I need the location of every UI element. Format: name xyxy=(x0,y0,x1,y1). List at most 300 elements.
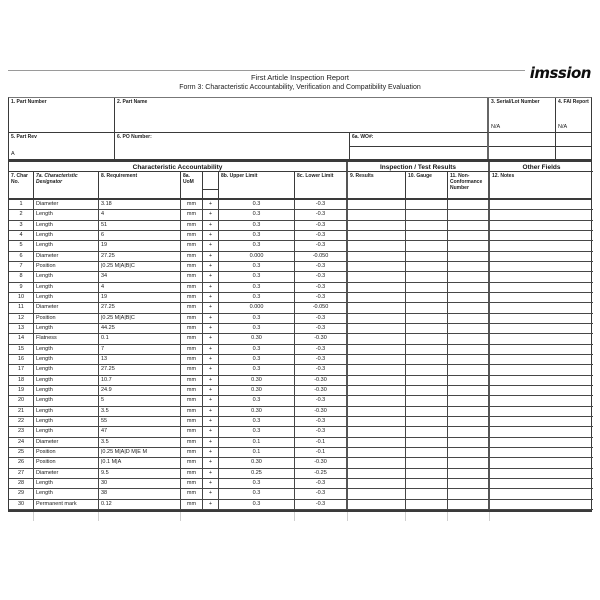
table-cell: 7 xyxy=(99,345,181,355)
table-cell xyxy=(448,448,490,458)
table-cell: Length xyxy=(34,272,99,282)
table-cell: + xyxy=(203,376,219,386)
table-cell: 38 xyxy=(99,489,181,499)
table-cell xyxy=(490,303,593,313)
table-cell xyxy=(490,210,593,220)
table-cell: + xyxy=(203,262,219,272)
table-cell xyxy=(348,262,406,272)
table-cell: + xyxy=(203,293,219,303)
table-cell xyxy=(448,376,490,386)
table-cell: -0.25 xyxy=(295,469,348,479)
table-cell: 0.3 xyxy=(219,396,295,406)
stub-line xyxy=(347,512,348,521)
table-cell: -0.3 xyxy=(295,200,348,210)
table-cell: + xyxy=(203,417,219,427)
table-cell: mm xyxy=(181,345,203,355)
table-cell: -0.30 xyxy=(295,376,348,386)
stub-line xyxy=(405,512,406,521)
table-cell xyxy=(448,241,490,251)
wo-subcell-divider xyxy=(350,146,487,147)
table-cell: 13 xyxy=(9,324,34,334)
table-cell xyxy=(406,479,448,489)
header-field-block xyxy=(8,97,592,160)
table-cell: + xyxy=(203,231,219,241)
stub-line xyxy=(98,512,99,521)
empty-cell-divider-a xyxy=(489,146,555,147)
table-cell xyxy=(406,448,448,458)
table-cell: mm xyxy=(181,221,203,231)
table-cell xyxy=(348,200,406,210)
table-cell: 3.5 xyxy=(99,407,181,417)
table-cell xyxy=(406,438,448,448)
table-cell: 25 xyxy=(9,448,34,458)
table-cell xyxy=(448,303,490,313)
col-tolerance-sign xyxy=(203,172,219,198)
table-cell xyxy=(448,314,490,324)
table-cell: + xyxy=(203,479,219,489)
table-cell xyxy=(448,272,490,282)
table-cell xyxy=(348,283,406,293)
table-cell xyxy=(348,303,406,313)
table-cell: 4 xyxy=(9,231,34,241)
table-cell xyxy=(448,396,490,406)
table-cell: -0.3 xyxy=(295,283,348,293)
table-cell: 4 xyxy=(99,210,181,220)
table-cell: Diameter xyxy=(34,469,99,479)
table-cell: 0.3 xyxy=(219,324,295,334)
table-cell: + xyxy=(203,210,219,220)
table-cell: Position xyxy=(34,448,99,458)
table-cell xyxy=(348,396,406,406)
table-cell: Length xyxy=(34,324,99,334)
table-cell: 0.3 xyxy=(219,293,295,303)
table-cell: -0.3 xyxy=(295,293,348,303)
col-designator: 7a. Characteristic Designator xyxy=(34,172,99,198)
table-cell: mm xyxy=(181,241,203,251)
col-uom: 8a. UoM xyxy=(181,172,203,198)
table-cell: Length xyxy=(34,241,99,251)
table-cell xyxy=(348,272,406,282)
form3-document xyxy=(8,64,592,522)
table-cell: Length xyxy=(34,386,99,396)
table-cell xyxy=(406,283,448,293)
table-cell: Length xyxy=(34,407,99,417)
table-cell xyxy=(406,365,448,375)
table-cell xyxy=(406,458,448,468)
fai-report-value: N/A xyxy=(558,124,568,130)
table-cell: 28 xyxy=(9,479,34,489)
table-cell xyxy=(448,458,490,468)
table-cell: Length xyxy=(34,283,99,293)
table-cell xyxy=(490,200,593,210)
table-cell xyxy=(448,324,490,334)
table-cell: 0.25 xyxy=(219,469,295,479)
table-cell: |0.25 M|A|B|C xyxy=(99,262,181,272)
table-cell: 0.3 xyxy=(219,479,295,489)
table-cell xyxy=(348,365,406,375)
table-cell: 0.3 xyxy=(219,231,295,241)
table-cell: Length xyxy=(34,376,99,386)
wo-number-label: 6a. WO#: xyxy=(352,134,374,140)
table-cell: + xyxy=(203,200,219,210)
table-cell: Length xyxy=(34,365,99,375)
table-cell xyxy=(406,376,448,386)
column-header-row xyxy=(8,172,592,200)
table-cell xyxy=(348,427,406,437)
table-cell xyxy=(348,407,406,417)
header-empty-cell-a xyxy=(489,133,556,159)
table-cell xyxy=(448,479,490,489)
table-cell: -0.3 xyxy=(295,396,348,406)
table-cell: Length xyxy=(34,479,99,489)
table-cell: 20 xyxy=(9,396,34,406)
table-cell: -0.3 xyxy=(295,241,348,251)
table-cell: 9.5 xyxy=(99,469,181,479)
table-cell: 5 xyxy=(99,396,181,406)
wo-number-field xyxy=(350,133,489,159)
table-cell: 15 xyxy=(9,345,34,355)
table-cell xyxy=(490,427,593,437)
table-cell: Position xyxy=(34,314,99,324)
table-cell: 0.1 xyxy=(99,334,181,344)
table-cell: Diameter xyxy=(34,252,99,262)
table-cell: + xyxy=(203,314,219,324)
table-cell: 10.7 xyxy=(99,376,181,386)
table-cell xyxy=(348,314,406,324)
table-cell: + xyxy=(203,365,219,375)
table-cell: 17 xyxy=(9,365,34,375)
col-results: 9. Results xyxy=(348,172,406,198)
table-cell xyxy=(448,500,490,510)
table-cell: -0.3 xyxy=(295,262,348,272)
table-cell: 27.25 xyxy=(99,365,181,375)
table-cell: mm xyxy=(181,500,203,510)
table-cell: Diameter xyxy=(34,303,99,313)
table-cell: 26 xyxy=(9,458,34,468)
table-cell: 1 xyxy=(9,200,34,210)
table-cell: -0.3 xyxy=(295,417,348,427)
table-cell: mm xyxy=(181,479,203,489)
table-cell: 23 xyxy=(9,427,34,437)
table-cell: -0.3 xyxy=(295,427,348,437)
table-cell xyxy=(406,241,448,251)
serial-lot-value: N/A xyxy=(491,124,501,130)
table-cell xyxy=(490,365,593,375)
table-cell: 27.25 xyxy=(99,252,181,262)
col-gauge: 10. Gauge xyxy=(406,172,448,198)
section-other-fields: Other Fields xyxy=(490,162,593,172)
section-characteristic-accountability: Characteristic Accountability xyxy=(9,162,348,172)
table-cell: 0.3 xyxy=(219,345,295,355)
table-cell: Length xyxy=(34,345,99,355)
table-cell xyxy=(348,376,406,386)
table-cell: Length xyxy=(34,355,99,365)
table-cell xyxy=(348,324,406,334)
table-cell: -0.3 xyxy=(295,365,348,375)
table-cell xyxy=(448,334,490,344)
table-cell: Length xyxy=(34,396,99,406)
table-cell: 0.3 xyxy=(219,272,295,282)
table-cell xyxy=(448,283,490,293)
table-cell: 0.3 xyxy=(219,221,295,231)
table-cell: Diameter xyxy=(34,200,99,210)
table-cell xyxy=(490,324,593,334)
table-cell: 29 xyxy=(9,489,34,499)
table-cell: mm xyxy=(181,252,203,262)
table-cell: 0.3 xyxy=(219,314,295,324)
table-cell: 0.3 xyxy=(219,365,295,375)
table-cell: + xyxy=(203,324,219,334)
table-cell xyxy=(348,241,406,251)
table-cell xyxy=(348,417,406,427)
table-cell: 24 xyxy=(9,438,34,448)
table-cell: mm xyxy=(181,407,203,417)
table-cell: 0.3 xyxy=(219,262,295,272)
table-cell: 0.3 xyxy=(219,417,295,427)
table-cell: + xyxy=(203,345,219,355)
table-cell xyxy=(406,355,448,365)
table-cell xyxy=(406,489,448,499)
table-cell: 19 xyxy=(99,241,181,251)
table-cell xyxy=(490,293,593,303)
table-cell: 22 xyxy=(9,417,34,427)
table-cell: 47 xyxy=(99,427,181,437)
table-cell: 51 xyxy=(99,221,181,231)
table-cell: mm xyxy=(181,489,203,499)
table-cell xyxy=(348,500,406,510)
characteristic-table-body xyxy=(8,200,592,512)
table-bottom-stubs xyxy=(8,512,592,522)
table-cell: + xyxy=(203,283,219,293)
report-title: First Article Inspection Report xyxy=(251,73,349,82)
table-cell: 2 xyxy=(9,210,34,220)
table-cell xyxy=(348,355,406,365)
stub-line xyxy=(294,512,295,521)
col-lower-limit: 8c. Lower Limit xyxy=(295,172,348,198)
table-cell: + xyxy=(203,241,219,251)
table-cell: -0.3 xyxy=(295,324,348,334)
stub-line xyxy=(489,512,490,521)
table-cell: 27.25 xyxy=(99,303,181,313)
table-cell xyxy=(448,221,490,231)
table-cell: 0.30 xyxy=(219,458,295,468)
table-cell: -0.1 xyxy=(295,448,348,458)
table-cell: mm xyxy=(181,283,203,293)
table-cell xyxy=(348,252,406,262)
table-cell xyxy=(490,345,593,355)
table-cell xyxy=(490,231,593,241)
table-cell xyxy=(490,334,593,344)
table-cell: mm xyxy=(181,334,203,344)
table-cell: 13 xyxy=(99,355,181,365)
fai-report-field xyxy=(556,98,591,133)
table-cell: -0.3 xyxy=(295,314,348,324)
table-cell: -0.3 xyxy=(295,231,348,241)
table-cell xyxy=(490,314,593,324)
table-cell: + xyxy=(203,272,219,282)
table-cell: 6 xyxy=(9,252,34,262)
table-cell: 16 xyxy=(9,355,34,365)
table-cell: -0.3 xyxy=(295,221,348,231)
table-cell: Permanent mark xyxy=(34,500,99,510)
table-cell: mm xyxy=(181,262,203,272)
table-cell xyxy=(490,241,593,251)
table-cell: mm xyxy=(181,293,203,303)
table-cell: 3.18 xyxy=(99,200,181,210)
table-cell xyxy=(490,448,593,458)
table-cell: 19 xyxy=(99,293,181,303)
table-cell xyxy=(448,231,490,241)
section-inspection-test-results: Inspection / Test Results xyxy=(348,162,490,172)
table-cell xyxy=(348,479,406,489)
form3-subtitle: Form 3: Characteristic Accountability, Verification and Compatibility Evaluation xyxy=(179,84,421,91)
table-cell: + xyxy=(203,407,219,417)
table-cell: Position xyxy=(34,262,99,272)
stub-line xyxy=(180,512,181,521)
table-cell: 0.3 xyxy=(219,355,295,365)
table-cell: mm xyxy=(181,210,203,220)
table-cell xyxy=(348,345,406,355)
table-cell xyxy=(406,314,448,324)
table-cell xyxy=(448,438,490,448)
table-cell xyxy=(448,355,490,365)
table-cell: + xyxy=(203,252,219,262)
table-cell: mm xyxy=(181,417,203,427)
po-number-field xyxy=(115,133,350,159)
header-row-2 xyxy=(9,133,591,159)
serial-lot-field xyxy=(489,98,556,133)
table-cell: mm xyxy=(181,365,203,375)
table-cell: 30 xyxy=(99,479,181,489)
table-cell: 0.1 xyxy=(219,438,295,448)
table-cell: + xyxy=(203,221,219,231)
table-cell: 0.3 xyxy=(219,500,295,510)
table-cell: + xyxy=(203,489,219,499)
table-cell: 0.1 xyxy=(219,448,295,458)
table-cell xyxy=(448,210,490,220)
table-cell: 27 xyxy=(9,469,34,479)
col-requirement: 8. Requirement xyxy=(99,172,181,198)
table-cell xyxy=(348,231,406,241)
table-cell: 9 xyxy=(9,283,34,293)
table-cell: -0.30 xyxy=(295,386,348,396)
table-cell: -0.3 xyxy=(295,489,348,499)
table-cell: -0.30 xyxy=(295,407,348,417)
table-cell xyxy=(348,469,406,479)
table-cell: + xyxy=(203,396,219,406)
part-name-label: 2. Part Name xyxy=(117,99,148,105)
part-rev-label: 5. Part Rev xyxy=(11,134,37,140)
table-cell: Length xyxy=(34,427,99,437)
table-cell: + xyxy=(203,458,219,468)
table-cell xyxy=(448,407,490,417)
table-cell xyxy=(406,221,448,231)
table-cell xyxy=(348,386,406,396)
table-cell xyxy=(406,469,448,479)
table-cell: + xyxy=(203,448,219,458)
table-cell: 0.000 xyxy=(219,303,295,313)
table-cell xyxy=(490,407,593,417)
table-cell: mm xyxy=(181,386,203,396)
table-cell xyxy=(490,386,593,396)
col-nonconformance: 11. Non-Conformance Number xyxy=(448,172,490,198)
table-cell: -0.1 xyxy=(295,438,348,448)
table-cell: + xyxy=(203,438,219,448)
table-cell: Flatness xyxy=(34,334,99,344)
table-cell: 21 xyxy=(9,407,34,417)
table-cell: 0.3 xyxy=(219,283,295,293)
table-cell: mm xyxy=(181,396,203,406)
table-cell xyxy=(490,458,593,468)
serial-lot-label: 3. Serial/Lot Number xyxy=(491,99,540,105)
table-cell: Length xyxy=(34,210,99,220)
part-name-field xyxy=(115,98,489,133)
table-cell xyxy=(406,252,448,262)
table-cell: Length xyxy=(34,293,99,303)
table-cell: mm xyxy=(181,376,203,386)
part-rev-value: A xyxy=(11,151,15,157)
table-cell: 4 xyxy=(99,283,181,293)
table-cell: -0.3 xyxy=(295,479,348,489)
part-rev-field xyxy=(9,133,115,159)
table-cell: 0.30 xyxy=(219,386,295,396)
table-cell: -0.3 xyxy=(295,500,348,510)
table-cell xyxy=(490,252,593,262)
table-cell: 19 xyxy=(9,386,34,396)
table-cell: Length xyxy=(34,489,99,499)
table-cell xyxy=(448,417,490,427)
table-cell xyxy=(348,221,406,231)
table-cell: mm xyxy=(181,458,203,468)
table-cell: mm xyxy=(181,200,203,210)
col-notes: 12. Notes xyxy=(492,173,515,179)
header-empty-cell-b xyxy=(556,133,591,159)
table-cell xyxy=(490,272,593,282)
table-cell: 0.30 xyxy=(219,376,295,386)
table-cell xyxy=(490,221,593,231)
table-cell: + xyxy=(203,427,219,437)
table-cell xyxy=(490,469,593,479)
table-cell: 0.3 xyxy=(219,489,295,499)
table-cell: 44.25 xyxy=(99,324,181,334)
table-cell xyxy=(490,376,593,386)
table-cell xyxy=(406,396,448,406)
table-cell xyxy=(406,500,448,510)
table-cell: 24.9 xyxy=(99,386,181,396)
table-cell xyxy=(448,469,490,479)
table-cell xyxy=(448,365,490,375)
table-cell: mm xyxy=(181,324,203,334)
table-cell: mm xyxy=(181,355,203,365)
table-cell xyxy=(348,458,406,468)
table-cell xyxy=(348,448,406,458)
table-cell: Length xyxy=(34,231,99,241)
table-cell: + xyxy=(203,469,219,479)
table-cell xyxy=(490,355,593,365)
table-cell xyxy=(348,489,406,499)
table-cell: 0.3 xyxy=(219,427,295,437)
table-cell: mm xyxy=(181,231,203,241)
table-cell: mm xyxy=(181,303,203,313)
stub-line xyxy=(33,512,34,521)
table-cell xyxy=(448,252,490,262)
table-cell xyxy=(448,386,490,396)
fai-report-label: 4. FAI Report xyxy=(558,99,589,105)
table-cell: -0.30 xyxy=(295,334,348,344)
table-cell: 12 xyxy=(9,314,34,324)
table-cell xyxy=(406,345,448,355)
table-cell: 10 xyxy=(9,293,34,303)
